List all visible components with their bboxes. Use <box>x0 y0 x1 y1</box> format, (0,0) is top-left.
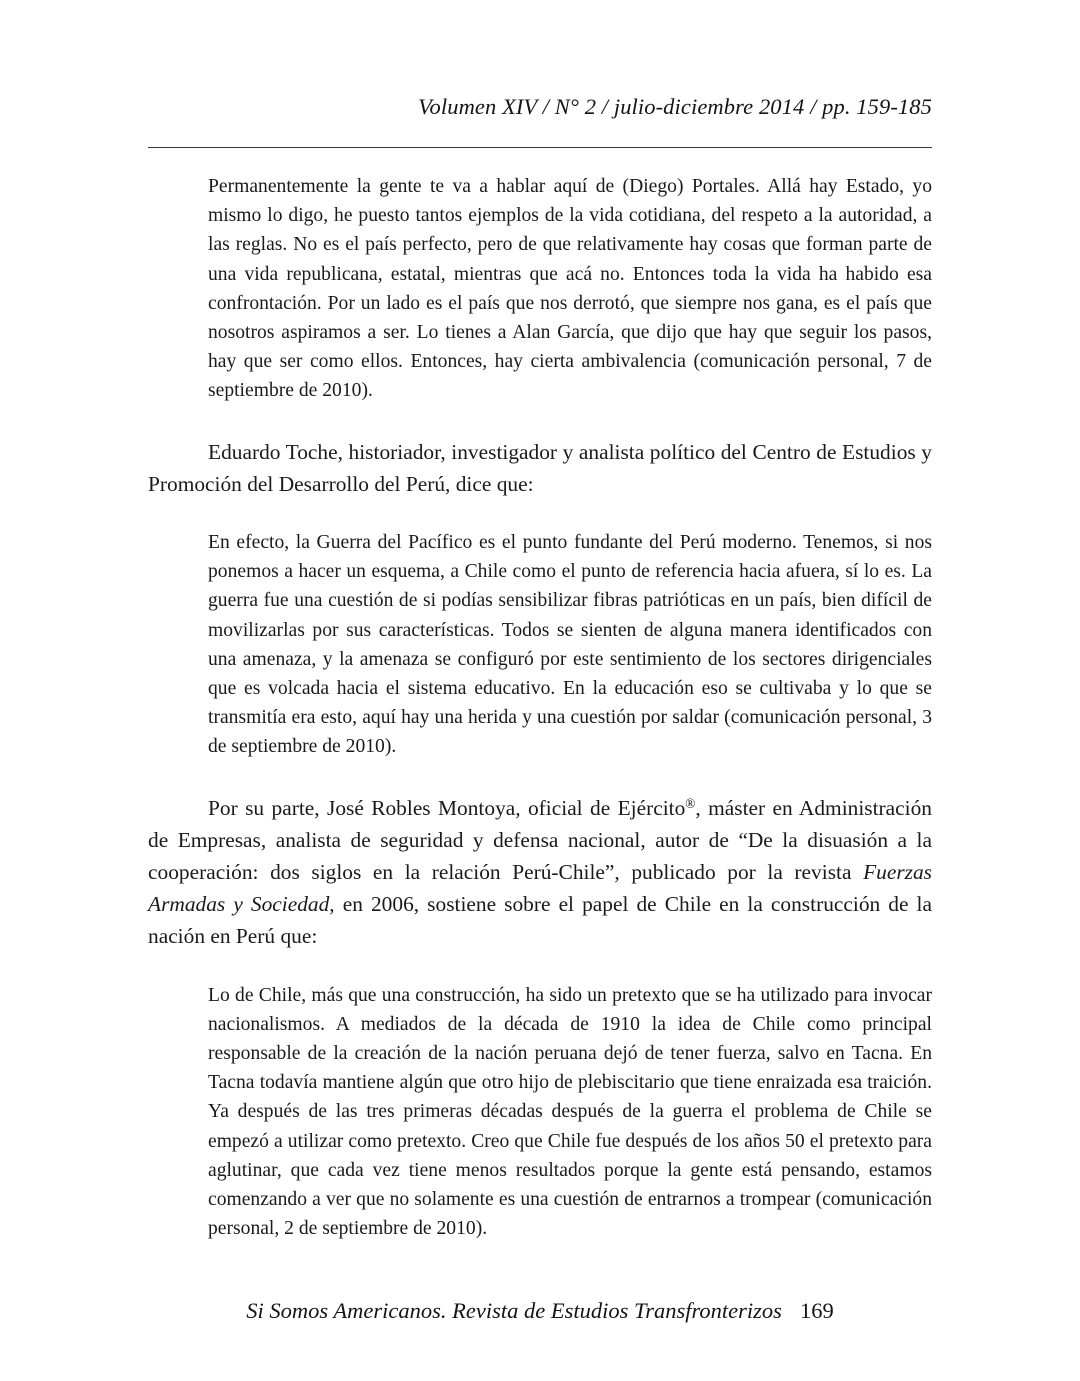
paragraph-text-part-3: , en 2006, sostiene sobre el papel de Chile en la construcción de la nación en Perú que: <box>148 892 932 949</box>
blockquote-toche: En efecto, la Guerra del Pacífico es el punto fundante del Perú moderno. Tenemos, si nos ponemos a hacer un esquema, a Chile como el punto de referencia hacia afuera, sí lo es. La guerra fue una cuestión de si podías sensibilizar fibras patrióticas en un país, bien difícil de movilizarlas por sus características. Todos se sienten de alguna manera identificados con una amenaza, y la amenaza se configuró por este sentimiento de los sectores dirigenciales que es volcada hacia el sistema educativo. En la educación eso se cultivaba y lo que se transmitía era esto, aquí hay una herida y una cuestión por saldar (comunicación personal, 3 de septiembre de 2010). <box>208 532 932 758</box>
header-rule <box>148 147 932 148</box>
blockquote-portales: Permanentemente la gente te va a hablar aquí de (Diego) Portales. Allá hay Estado, yo mismo lo digo, he puesto tantos ejemplos de la vida cotidiana, del respeto a la autoridad, a las reglas. No es el país perfecto, pero de que relativamente hay cosas que forman parte de una vida republicana, estatal, mientras que acá no. Entonces toda la vida ha habido esa confrontación. Por un lado es el país que nos derrotó, que siempre nos gana, es el país que nosotros aspiramos a ser. Lo tienes a Alan García, que dijo que hay que seguir los pasos, hay que ser como ellos. Entonces, hay cierta ambivalencia (comunicación personal, 7 de septiembre de 2010). <box>208 176 932 402</box>
text-column <box>148 172 932 1244</box>
registered-trademark-mark: ® <box>685 795 696 811</box>
spacer <box>148 406 932 436</box>
blockquote-robles: Lo de Chile, más que una construcción, ha sido un pretexto que se ha utilizado para invocar nacionalismos. A mediados de la década de 1910 la idea de Chile como principal responsable de la creación de la nación peruana dejó de tener fuerza, salvo en Tacna. En Tacna todavía mantiene algún que otro hijo de plebiscitario que tiene enraizada esa traición. Ya después de las tres primeras décadas después de la guerra el problema de Chile se empezó a utilizar como pretexto. Creo que Chile fue después de los años 50 el pretexto para aglutinar, que cada vez tiene menos resultados porque la gente está pensando, estamos comenzando a ver que no solamente es una cuestión de entrarnos a trompear (comunicación personal, 2 de septiembre de 2010). <box>208 984 932 1240</box>
spacer <box>148 955 932 981</box>
spacer <box>148 502 932 528</box>
running-head: Volumen XIV / N° 2 / julio-diciembre 2014 / pp. 159-185 <box>418 94 932 119</box>
footer-journal-title: Si Somos Americanos. Revista de Estudios Transfronterizos <box>246 1298 782 1323</box>
paragraph-jose-robles-montoya <box>148 792 932 953</box>
paragraph-eduardo-toche: Eduardo Toche, historiador, investigador y analista político del Centro de Estudios y Promoción del Desarrollo del Perú, dice que: <box>148 439 932 496</box>
paragraph-text-part-2: , máster en Administración de Empresas, analista de seguridad y defensa nacional, autor de “De la disuasión a la cooperación: dos siglos en la relación Perú-Chile”, publicado por la revista <box>148 795 932 885</box>
paragraph-text-part-1: Por su parte, José Robles Montoya, oficial de Ejército <box>208 795 686 820</box>
journal-title-italic: Fuerzas Armadas y Sociedad <box>148 860 932 917</box>
page-footer <box>148 1296 932 1326</box>
footer-page-number: 169 <box>799 1298 834 1323</box>
spacer <box>148 762 932 792</box>
